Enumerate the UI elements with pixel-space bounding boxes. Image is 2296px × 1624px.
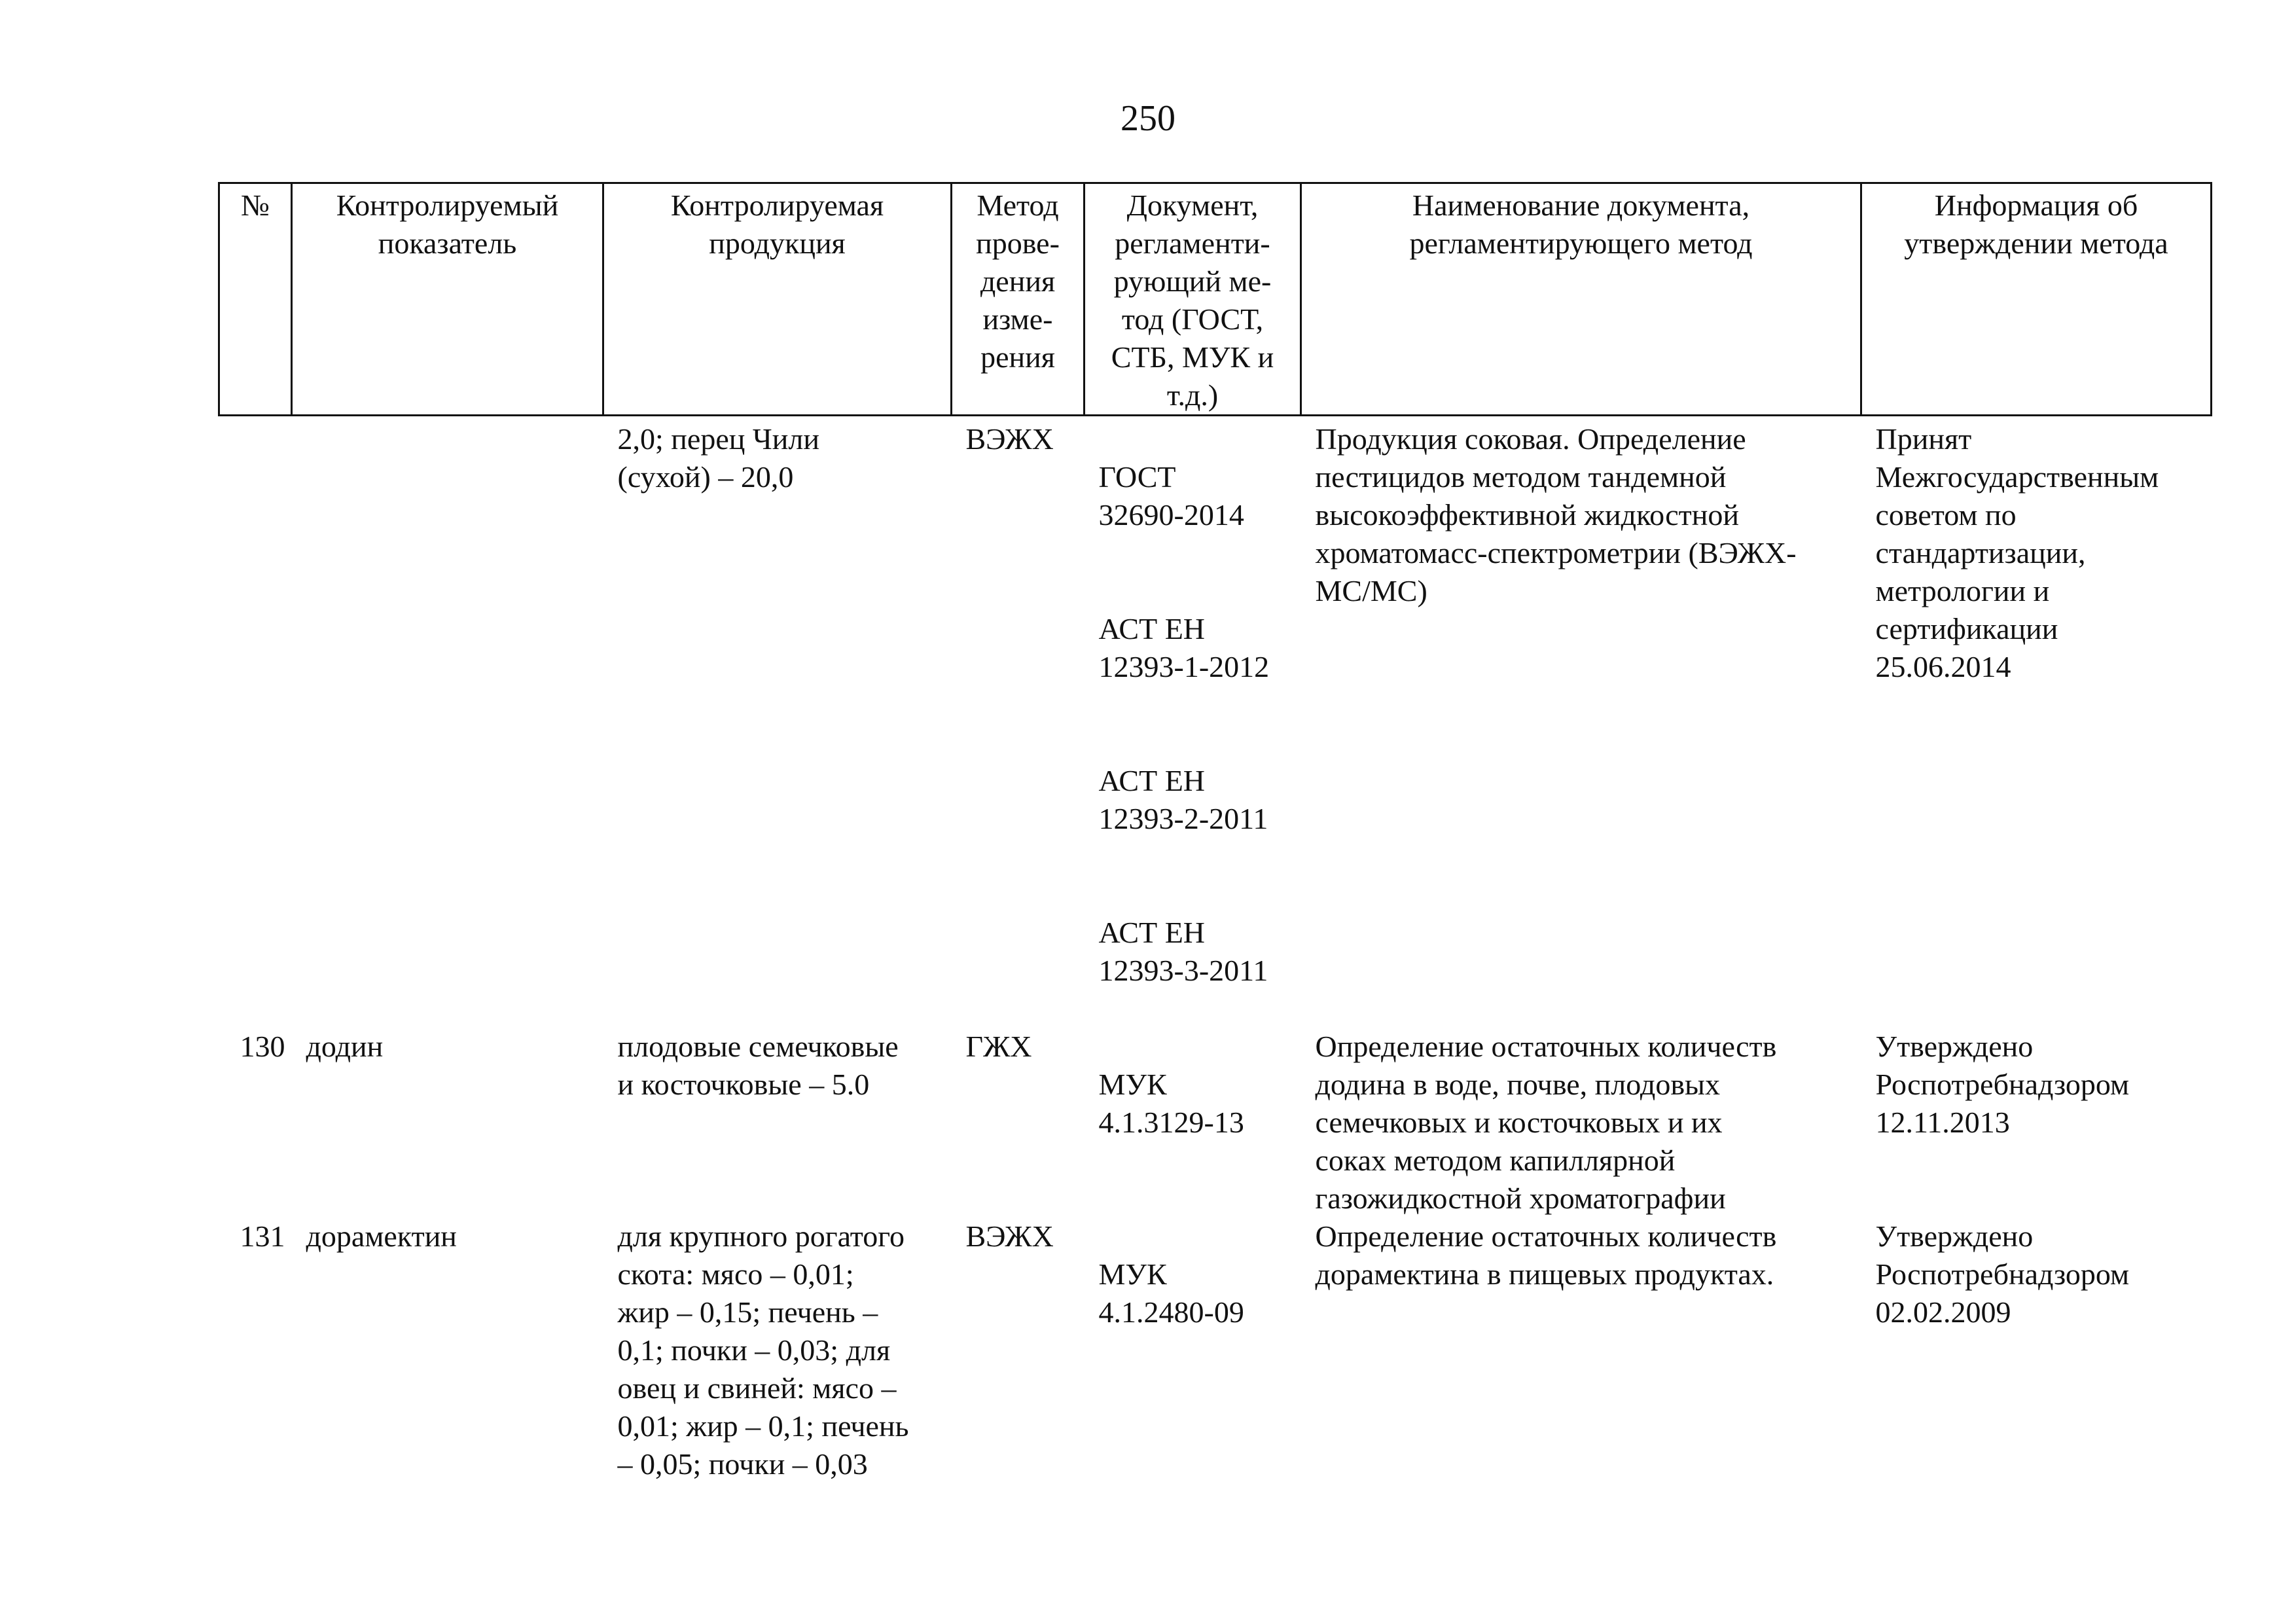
- row-number: 130: [240, 1030, 285, 1063]
- table-header-row: [219, 183, 2212, 416]
- row-documents: [1085, 416, 1301, 1028]
- table-row: [219, 1028, 2212, 1218]
- row-document-name: Определение остаточных количеств додина в воде, почве, плодовых семечковых и косточковых и их соках методом капиллярной газожидкостной хроматографии: [1315, 1030, 1777, 1215]
- row-method: ВЭЖХ: [965, 1219, 1054, 1253]
- row-documents: [1085, 1218, 1301, 1483]
- document-code: АСТ ЕН 12393-1-2012: [1098, 612, 1270, 683]
- table-row: [219, 416, 2212, 1028]
- row-number: [219, 416, 292, 1028]
- row-number: 131: [240, 1219, 285, 1253]
- row-indicator: додин: [306, 1030, 384, 1063]
- row-product: для крупного рогатого скота: мясо – 0,01; жир – 0,15; печень – 0,1; почки – 0,03; для овец и свиней: мясо – 0,01; жир – 0,1; печень – 0,05; почки – 0,03: [617, 1219, 909, 1481]
- document-code: МУК 4.1.3129-13: [1098, 1068, 1244, 1139]
- methods-table: [218, 182, 2212, 1483]
- row-product: плодовые семечковые и косточковые – 5.0: [617, 1030, 899, 1101]
- header-product: Контролируемая продукция: [603, 183, 952, 416]
- row-product: 2,0; перец Чили (сухой) – 20,0: [617, 422, 819, 494]
- row-approval: Утверждено Роспотребнадзором 02.02.2009: [1875, 1219, 2130, 1329]
- header-indicator: Контролируемый показатель: [292, 183, 603, 416]
- page-number: 250: [1121, 98, 1175, 139]
- document-code: АСТ ЕН 12393-3-2011: [1098, 916, 1268, 987]
- table-row: [219, 1218, 2212, 1483]
- row-document-name: Определение остаточных количеств дорамектина в пищевых продуктах.: [1315, 1219, 1777, 1291]
- header-document: Документ, регламенти- рующий ме- тод (ГОСТ, СТБ, МУК и т.д.): [1085, 183, 1301, 416]
- row-documents: [1085, 1028, 1301, 1218]
- row-document-name: Продукция соковая. Определение пестицидов методом тандемной высокоэффективной жидкостной хроматомасс-спектрометрии (ВЭЖХ- МС/МС): [1315, 422, 1797, 607]
- header-method: Метод прове- дения изме- рения: [952, 183, 1085, 416]
- document-code: ГОСТ 32690-2014: [1098, 460, 1244, 532]
- header-approval: Информация об утверждении метода: [1861, 183, 2212, 416]
- row-method: ВЭЖХ: [965, 422, 1054, 456]
- row-indicator: [292, 416, 603, 1028]
- header-number: №: [219, 183, 292, 416]
- row-approval: Принят Межгосударственным советом по стандартизации, метрологии и сертификации 25.06.2014: [1875, 422, 2159, 683]
- row-method: ГЖХ: [965, 1030, 1032, 1063]
- document-code: МУК 4.1.2480-09: [1098, 1257, 1244, 1329]
- document-code: АСТ ЕН 12393-2-2011: [1098, 764, 1268, 835]
- header-document-name: Наименование документа, регламентирующего метод: [1301, 183, 1861, 416]
- row-approval: Утверждено Роспотребнадзором 12.11.2013: [1875, 1030, 2130, 1139]
- row-indicator: дорамектин: [306, 1219, 457, 1253]
